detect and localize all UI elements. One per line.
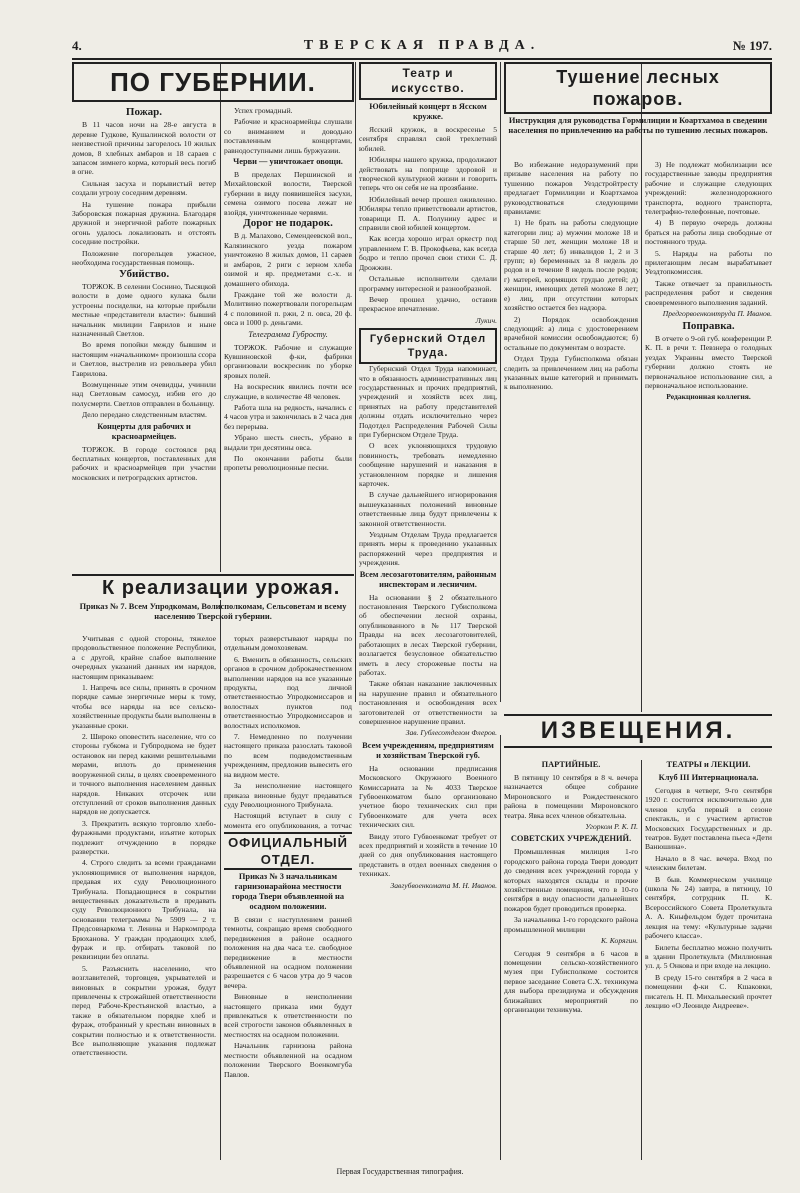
notices-column-1 <box>504 758 638 1162</box>
murder-heading: Убийство. <box>118 267 170 280</box>
labor-paragraph: В случае дальнейшего игнорирования вышеуказанных положений виновные ответственные лица будут привлечены к законной ответственности. <box>359 490 497 528</box>
theatres-heading: ТЕАТРЫ и ЛЕКЦИИ. <box>666 760 751 769</box>
correction-signature: Редакционная коллегия. <box>666 392 751 402</box>
soviet-signature: К. Корягин. <box>600 936 638 946</box>
harvest-paragraph: 5. Разъяснить населению, что возглавителей, торговцев, укрывателей и виновных в сокрытии урожая, будут привлечены к строжайшей ответственности перед Рабоче-Крестьянской властью, а также в обязательном порядке хлеб и фураж, отобранный у крестьян виновных в сокрытии полностью и к ответственности. Все выполняющие указания подлежат ответственности. <box>72 963 216 1058</box>
page-header <box>72 38 772 56</box>
harvest-column-2 <box>224 634 352 830</box>
forest-heading: Всем лесозаготовителям, районным инспекторам и лесничим. <box>359 569 497 589</box>
newspaper-title: ТВЕРСКАЯ ПРАВДА. <box>303 38 541 53</box>
telegram-paragraph: Убрано шесть снесть, убрано в выдали три десятины овса. <box>224 433 352 452</box>
party-signature: Угорком Р. К. П. <box>585 822 638 832</box>
harvest-column-1 <box>72 634 216 1162</box>
gubernia-section-head <box>72 62 354 104</box>
telegram-paragraph: Работа шла на редкость, начались с 4 часов утра и закончилась в 2 часа дня без перерыва. <box>224 402 352 431</box>
labor-paragraph: Уездным Отделам Труда предлагается принять меры к проведению указанных распоряжений через предприятия и учреждения. <box>359 530 497 568</box>
theatre-paragraph: Юбиляры нашего кружка, продолжают действовать на поприще здоровой и творческой культурной жизни и говорить теперь что он себя не на прозябание. <box>359 155 497 193</box>
fires-paragraph: 4) В первую очередь должны браться на работы лица свободные от постоянного труда. <box>645 218 772 247</box>
header-rule <box>72 58 772 60</box>
fire-paragraph: Сильная засуха и порывистый ветер создали угрозу соседним деревням. <box>72 178 216 198</box>
harvest-paragraph: Настоящий вступает в силу с момента его опубликования, а тотчас <box>224 811 352 830</box>
mole-paragraph: В пределах Першинской и Михайловской волости, Тверской губернии в виду появившейся засухи, семена озимого посева лежат не взойдя, уничтоженные червями. <box>224 170 352 217</box>
notices-column-2 <box>645 758 772 1162</box>
telegram-paragraph: На воскресник явились почти все служащие, в количестве 48 человек. <box>224 382 352 401</box>
concert-paragraph: Успех громадный. <box>234 106 293 115</box>
murder-paragraph: Возмущенные этим очевидцы, учинили над Светловым самосуд, избив его до полусмерти. Светлов отправлен в больницу. <box>72 379 216 408</box>
fires-paragraph: Отдел Труда Губисполкома обязан следить за привлечением лиц на работы указанных выше категорий и принимать к выполнению. <box>504 354 638 392</box>
soviet-paragraph: Сегодня 9 сентября в 6 часов в помещении сельско-хозяйственного музея при Губисполкоме состоится первое заседание Совета С.Х. техникума для выбора президиума и обсуждения ближайших мероприятий по организации техникума. <box>504 948 638 1014</box>
fires-paragraph: 1) Не брать на работы следующие категории лиц: а) мужчин моложе 18 и старше 50 лет, женщин моложе 18 и старше 40 лет; б) инвалидов 1, 2 и 3 групп; в) беременных за 8 недель до родов и в течение 8 недель после родов; г) матерей, кормящих грудью детей; д) женщин, имеющих детей моложе 8 лет; е) лиц, при отсутствии которых хозяйство остается без надзора. <box>504 218 638 313</box>
fire-paragraph: В 11 часов ночи на 28-е августа в деревне Гудкове, Кушалинской волости от неизвестной причины загорелось 10 жилых домов, 8 хлебных амбаров и 18 сараев с запасом зимнего корма, который весь погиб в огне. <box>72 120 216 177</box>
theatre-paragraph: Юбилейный вечер прошел оживленно. Юбиляры тепло приветствовали артистов, товарищи П. А. Полунину адрес и справили свой юбилей концертом. <box>359 194 497 233</box>
notices-head <box>504 714 772 754</box>
enterprises-paragraph: На основании предписания Московского Окружного Военного Комиссариата за № 4033 Тверское Губвоенкоматом было организовано учетное бюро технических сил при Губвоенкомате для учета всех технических сил. <box>359 763 497 830</box>
club-paragraph: Начало в 8 час. вечера. Вход по членским билетам. <box>645 853 772 873</box>
theatre-signature: Лукич. <box>475 315 497 325</box>
gubernia-column-1 <box>72 106 216 572</box>
enterprises-paragraph: Ввиду этого Губвоенкомат требует от всех предприятий и хозяйств в течение 10 дней со дня опубликования настоящего представить в отдел военных сведения о техниках. <box>359 831 497 879</box>
harvest-paragraph: торых разверстывают наряды по отдельным домохозяевам. <box>224 634 352 653</box>
correction-heading: Поправка. <box>682 319 735 332</box>
forest-paragraph: Также обязан наказание заключенных на нарушение правил и обязательного постановления и освобождения всех заготовителей от ответственности за совершенное нарушение правил. <box>359 679 497 726</box>
column-rule <box>355 62 356 702</box>
harvest-head <box>72 576 354 632</box>
club-paragraph: Сегодня в четверг, 9-го сентября 1920 г. состоится исключительно для членов клуба первый в сезоне спектакль, и с участием артистов Московских Государственных и др. театров. Будет поставлена пьеса «Дети Ванюшина». <box>645 786 772 852</box>
fires-signature: Предгорвоенкомтруда П. Иванов. <box>662 309 772 319</box>
column-rule <box>641 62 642 712</box>
harvest-paragraph: 6. Вменить в обязанность, сельских органов в срочном доброкачественном выполнении нарядов на все указанные продукты, под личной ответственностью Упродкомиссаров и волостных пунктов под ответственностью Упродкомиссаров и волостных исполкомов. <box>224 654 352 730</box>
fires-title: Тушение лесных пожаров. <box>504 62 772 114</box>
party-heading: ПАРТИЙНЫЕ. <box>541 760 601 769</box>
fire-paragraph: Положение погорельцев ужасное, необходима государственная помощь. <box>72 248 216 268</box>
column-rule <box>500 735 501 1160</box>
harvest-paragraph: 7. Немедленно по получении настоящего приказа разослать таковой по всем подведомственным учреждениям, предложив вывесить его на видном месте. <box>224 732 352 779</box>
harvest-title: К реализации урожая. <box>102 577 341 599</box>
soviet-paragraph: За начальника 1-го городского района промышленной милиции <box>504 915 638 934</box>
soviet-paragraph: Промышленная милиция 1-го городского района города Твери доводит до сведения всех учреждений города у которых находятся склады и прочие хозяйственные помещения, что в 10-го сентября в виду опасности дальнейших пожаров будет проводиться проверка. <box>504 847 638 913</box>
concert-heading: Концерты для рабочих и красноармейцев. <box>97 421 191 441</box>
harvest-paragraph: Учитывая с одной стороны, тяжелое продовольственное положение Республики, а с другой, крайне слабое выполнение очередных указаний данных им нарядов, настоящим приказываем: <box>72 634 216 681</box>
forest-signature: Зав. Гублесотделом Флеров. <box>405 728 497 738</box>
printer-imprint: Первая Государственная типография. <box>336 1167 464 1176</box>
concert-paragraph: ТОРЖОК. В городе состоялся ряд бесплатных концертов, поставленных для рабочих и красноармейцев при участии московских и петроградских артистов. <box>72 444 216 482</box>
theatre-paragraph: Ясский кружок, в воскресенье 5 сентября справлял свой трехлетний юбилей. <box>359 125 497 153</box>
harvest-paragraph: 4. Строго следить за всеми гражданами уклоняющимися от выполнения нарядов, предавая их суду Революционного Трибунала. Попадающиеся в сокрытии вещественных доказательств в предавать суду Революционного Трибунала, на основании телеграммы № 5909 — 2 т. Предсовнаркома т. Ленина и Наркомпрода Брюханова. У граждан продающих хлеб, фураж и пр. отбирать таковой по реквизиции без оплаты. <box>72 858 216 962</box>
labor-paragraph: Губернский Отдел Труда напоминает, что в обязанность административных лиц государственных и прочих предприятий, учреждений и хозяйств всех лиц, принятых на работу представителей должны отдать исключительно через Подотдел Распределения Рабочей Силы при Губернском Отделе Труда. <box>359 364 497 439</box>
fire-paragraph: На тушение пожара прибыли Заборовская пожарная дружина. Благодаря дружной и энергичной работе пожарных огонь удалось локализовать и отстоять соседние постройки. <box>72 199 216 247</box>
concert-paragraph: Рабочие и красноармейцы слушали со вниманием и доводьно поставленным концертами, равнодоступными лишь буржуазии. <box>224 117 352 155</box>
club-paragraph: Билеты бесплатно можно получить в здании Пролеткульта (Миллионная ул. д. 5 Онкова и при входе на лекцию. <box>645 942 772 971</box>
telegram-paragraph: ТОРЖОК. Рабочие и служащие Кувшиновской ф-ки, фабрики организовали воскресник по уборке яровых полей. <box>224 342 352 380</box>
harvest-subtitle: Приказ № 7. Всем Упродкомам, Волисполкомам, Сельсоветам и всему населению Тверской губернии. <box>79 602 347 621</box>
official-paragraph: Начальник гарнизона района местности объявленной на осадном положении Тверского Военкомгуба Павлов. <box>224 1041 352 1079</box>
fires-subtitle: Инструкция для руководства Гормилиции и Коартхамоа в сведении населения по привлечению на работы по тушению лесных пожаров. <box>508 116 768 135</box>
column-rule <box>641 760 642 1160</box>
fires-paragraph: 2) Порядок освобождения следующий: а) лица с удостоверением врачебной комиссии освобождаются; б) остальные по документам о возрасте. <box>504 314 638 352</box>
party-paragraph: В пятницу 10 сентября в 8 ч. вечера назначается общее собрание Мироновского и Рождественского района в помещении Мироновского театра. Явка всех членов обязательна. <box>504 773 638 820</box>
issue-number: № 197. <box>732 38 772 53</box>
gubernia-column-2 <box>224 106 352 572</box>
robbery-paragraph: Граждане той же волости д. Молитвино пожертвовали погорельцам 4 с половиной п. ржи, 2 п. овса, 20 ф. овса и 1000 р. деньгами. <box>224 289 352 328</box>
club-paragraph: В быв. Коммерческом училище (школа № 24) завтра, в пятницу, 10 сентября, сотрудник П. К. Всероссийского Совета Пролеткульта А. А. Кныфельдом будет прочитана лекция на тему: «Культурные задачи рабочего класса». <box>645 874 772 941</box>
murder-paragraph: Дело передано следственным властям. <box>82 410 207 420</box>
telegram-heading: Телеграмма Губросту. <box>248 329 328 339</box>
theatre-title: Театр и искусство. <box>359 62 497 100</box>
mole-heading: Черви — уничтожает овощи. <box>233 157 343 167</box>
labor-title: Губернский Отдел Труда. <box>359 328 497 364</box>
official-paragraph: В связи с наступлением ранней темноты, сокращаю время свободного передвижения в районе осадного положения на два часа т.е. свободное передвижение в местности объявленной на осадном положении разрешается с 6 часов утра до 9 часов вечера. <box>224 915 352 990</box>
column-rule <box>220 600 221 1160</box>
soviet-heading: СОВЕТСКИХ УЧРЕЖДЕНИЙ. <box>510 834 632 844</box>
theatre-column <box>359 62 497 1162</box>
fires-paragraph: Также отвечает за правильность распределения работ и сведения своевременного выполнения заданий. <box>645 278 772 307</box>
page-number: 4. <box>72 38 82 53</box>
theatre-paragraph: Вечер прошел удачно, оставив прекрасное впечатление. <box>359 294 497 314</box>
fires-head <box>504 62 772 158</box>
correction-paragraph: В отчете о 9-ой губ. конференции Р. К. П. в речи т. Певзнера о голодных уездах Украины вместо Тверской губернии должно стоять не первоначальное использование сил, а первоначальное использование. <box>645 333 772 390</box>
official-paragraph: Виновные в неисполнении настоящего приказа ими будут привлекаться к ответственности по всей строгости законов объявленных в местностях на осадном положении. <box>224 992 352 1039</box>
fires-column-1 <box>504 160 638 712</box>
robbery-paragraph: В д. Малахово, Семендеевской вол., Калязинского уезда пожаром уничтожено 8 жилых домов, 11 сараев и амбаров, 2 риги с зерном хлеба озимой и яр. предметами с.-х. и домашнего обихода. <box>224 231 352 288</box>
robbery-heading: Дорог не подарок. <box>243 217 333 230</box>
harvest-paragraph: 1. Напречь все силы, принять в срочном порядке самые энергичные меры к тому, чтобы все наряды на все сельско-хозяйственные продукты были выполнены в указанные сроки. <box>72 683 216 730</box>
club-heading: Клуб III Интернационала. <box>658 773 759 782</box>
murder-paragraph: ТОРЖОК. В селении Соснино, Тысяцкой волости в доме одного кулака были устроены посиделки, на которые прибыли местные «представители власти»: бывший начальник милиции Гаврилов и ныне назначенный Светлов. <box>72 281 216 338</box>
harvest-paragraph: За неисполнение настоящего приказа виновные будут предаваться суду Революционного Трибунала. <box>224 781 352 809</box>
official-subtitle: Приказ № 3 начальникам гарнизонарайона местности города Твери объявленной на осадном положении. <box>231 872 345 911</box>
fires-paragraph: Во избежание недоразумений при призыве населения на работу по тушению пожаров Уездстройтресту предлагает Гормилиции и Коартхамоа руководствоваться следующими правилами: <box>504 160 638 217</box>
notices-title: ИЗВЕЩЕНИЯ. <box>504 714 772 748</box>
fire-heading: Пожар. <box>125 106 163 118</box>
enterprises-signature: Завгубвоенкомата М. Н. Иванов. <box>390 880 497 890</box>
forest-paragraph: На основании § 2 обязательного постановления Тверского Губисполкома об обеспечении лесной охраны, опубликованного в № 117 Тверской Правды на всех лесозаготовителей, работающих в лесах Тверской губернии, возлагается безусловное обязательство иметь в лесу сторожевые посты на работах. <box>359 592 497 677</box>
fires-paragraph: 3) Не подлежат мобилизации все государственные заводы предприятия рабочие и служащие следующих учреждений: железнодорожного транспорта, водного транспорта, телеграфно-телефонные, почтовые. <box>645 160 772 217</box>
club-paragraph: В среду 15-го сентября в 2 часа в помещении ф-ки С. Кшаковки, писатель Н. П. Михальвеский прочтет лекцию «О Леониде Андрееве». <box>645 972 772 1010</box>
fires-column-2 <box>645 160 772 712</box>
labor-paragraph: О всех уклоняющихся трудовую повинность, требовать немедленно сообщение нарушений и наказания в установленном порядке и лишения карточек. <box>359 441 497 488</box>
column-rule <box>220 62 221 572</box>
gubernia-title: ПО ГУБЕРНИИ. <box>72 62 354 102</box>
telegram-paragraph: По окончании работы были пропеты революционные песни. <box>224 454 352 473</box>
theatre-paragraph: Как всегда хорошо играл оркестр под управлением Г. В. Прокофьева, как всегда бодро и тепло прочел свои стихи С. Д. Дрожжин. <box>359 234 497 272</box>
enterprises-heading: Всем учреждениям, предприятиям и хозяйствам Тверской губ. <box>362 740 494 760</box>
column-rule <box>500 62 501 702</box>
theatre-paragraph: Остальные исполнители сделали программу интересной и разнообразной. <box>359 274 497 293</box>
official-title: ОФИЦИАЛЬНЫЙ ОТДЕЛ. <box>224 832 352 870</box>
theatre-subtitle: Юбилейный концерт в Ясском кружке. <box>369 102 487 121</box>
official-section <box>224 832 352 1162</box>
murder-paragraph: Во время попойки между бывшим и настоящим «начальником» произошла ссора и Светлов, выстрелив из револьвера убил Гаврилова. <box>72 340 216 378</box>
harvest-paragraph: 3. Прекратить всякую торговлю хлебо-фуражными продуктами, изъятие которых подлежит отчуждению в порядке разверстки. <box>72 818 216 856</box>
fires-paragraph: 5. Наряды на работы по прилегающим лесам вырабатывает Уездтопкомиссия. <box>645 248 772 277</box>
harvest-paragraph: 2. Широко оповестить население, что со стороны губкома и Губпродкома не будет остановок ни перед какими решительными мерами, вплоть до применения вооруженной силы, в целях своевременного и точного выполнения населением данных нарядов. Никаких отсрочек или отступлений от сроков выполнения данных нарядов не допускается. <box>72 732 216 817</box>
